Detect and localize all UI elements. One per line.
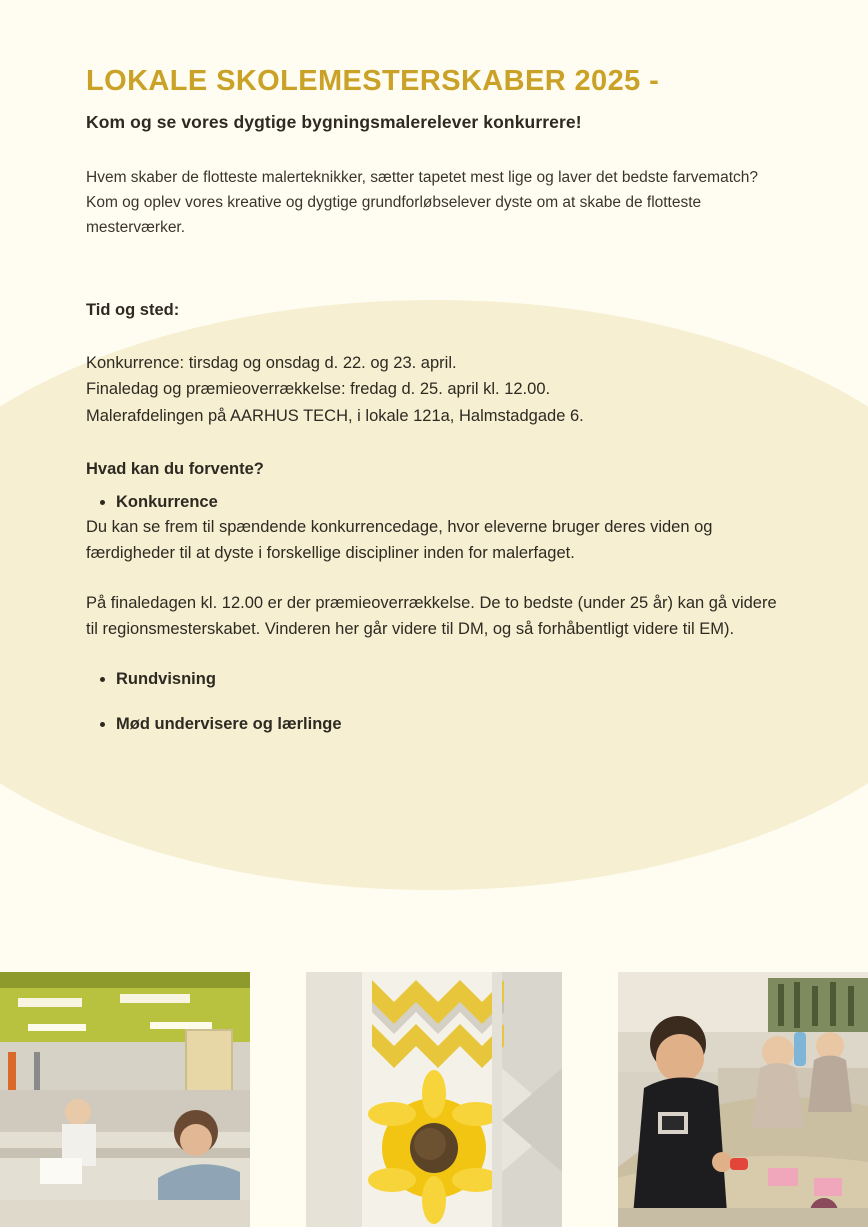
expectations-heading: Hvad kan du forvente?	[86, 459, 264, 478]
photo-strip	[0, 972, 868, 1227]
bullet-list-moed-undervisere	[86, 715, 782, 734]
time-place-heading: Tid og sted:	[86, 300, 180, 319]
final-day-paragraph: På finaledagen kl. 12.00 er der præmieoverrækkelse. De to bedste (under 25 år) kan gå videre til regionsmesterskabet. Vinderen her går videre til DM, og så forhåbentligt videre til EM).	[86, 593, 777, 638]
time-place-lines	[86, 350, 782, 430]
time-place-line-2: Finaledag og præmieoverrækkelse: fredag d. 25. april kl. 12.00.	[86, 380, 551, 399]
subtitle: Kom og se vores dygtige bygningsmalerelever konkurrere!	[86, 112, 582, 133]
bullet-list-konkurrence	[86, 493, 782, 512]
bullet-list-rundvisning	[86, 670, 782, 689]
list-item-rundvisning: • Rundvisning	[116, 670, 782, 689]
photo-wall-decoration	[306, 972, 562, 1227]
konkurrence-paragraph: Du kan se frem til spændende konkurrencedage, hvor eleverne bruger deres viden og færdigheder til at dyste i forskellige discipliner inden for malerfaget.	[86, 517, 713, 562]
list-item-konkurrence: • Konkurrence	[116, 493, 782, 512]
time-place-line-3: Malerafdelingen på AARHUS TECH, i lokale 121a, Halmstadgade 6.	[86, 406, 584, 425]
list-item-moed-undervisere: • Mød undervisere og lærlinge	[116, 715, 782, 734]
page-title: LOKALE SKOLEMESTERSKABER 2025 -	[86, 65, 660, 97]
photo-workshop	[0, 972, 250, 1227]
photo-students-table	[618, 972, 868, 1227]
time-place-line-1: Konkurrence: tirsdag og onsdag d. 22. og 23. april.	[86, 353, 457, 372]
intro-paragraph: Hvem skaber de flotteste malerteknikker, sætter tapetet mest lige og laver det bedste farvematch? Kom og oplev vores kreative og dygtige grundforløbselever dyste om at skabe de flotteste mesterværker.	[86, 169, 758, 237]
time-place-section	[86, 301, 782, 734]
